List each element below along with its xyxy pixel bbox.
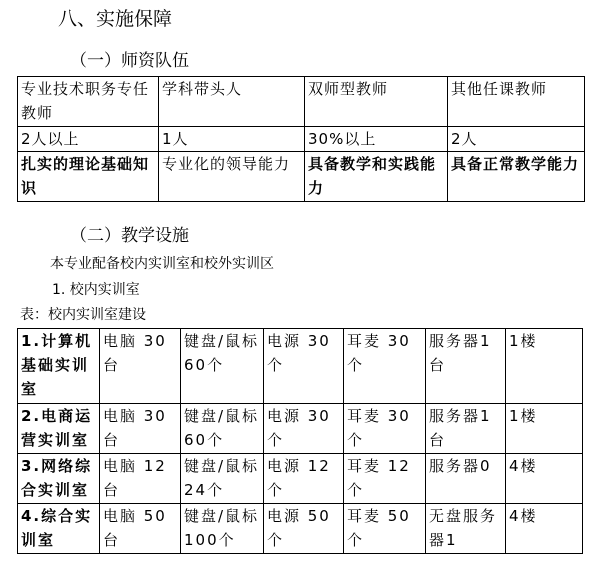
table-cell: 电脑 30台 xyxy=(100,329,181,404)
table-caption: 表：校内实训室建设 xyxy=(20,307,146,323)
subsection-title-facilities: （二）教学设施 xyxy=(70,226,189,246)
table-cell: 服务器0 xyxy=(426,454,506,504)
table-cell: 电源 30个 xyxy=(264,329,344,404)
table-cell: 电脑 30台 xyxy=(100,404,181,454)
table-cell: 电脑 12台 xyxy=(100,454,181,504)
list-item: 1. 校内实训室 xyxy=(52,282,140,298)
table-cell: 键盘/鼠标60个 xyxy=(181,404,264,454)
table-cell: 4.综合实训室 xyxy=(18,504,100,554)
lab-table xyxy=(17,328,583,554)
table-cell: 电源 12个 xyxy=(264,454,344,504)
table-header-cell: 学科带头人 xyxy=(159,77,305,127)
table-cell: 具备正常教学能力 xyxy=(448,152,585,202)
table-row xyxy=(18,504,583,554)
section-title: 八、实施保障 xyxy=(58,8,173,30)
table-cell: 电源 50个 xyxy=(264,504,344,554)
table-row xyxy=(18,454,583,504)
table-header-cell: 其他任课教师 xyxy=(448,77,585,127)
table-cell: 电源 30个 xyxy=(264,404,344,454)
table-header-row xyxy=(18,77,585,127)
table-cell: 键盘/鼠标24个 xyxy=(181,454,264,504)
table-cell: 30%以上 xyxy=(305,127,448,152)
table-cell: 键盘/鼠标60个 xyxy=(181,329,264,404)
table-cell: 电脑 50台 xyxy=(100,504,181,554)
table-header-cell: 双师型教师 xyxy=(305,77,448,127)
table-row xyxy=(18,404,583,454)
table-row xyxy=(18,152,585,202)
table-cell: 4楼 xyxy=(506,454,583,504)
table-cell: 1楼 xyxy=(506,329,583,404)
staff-table xyxy=(17,76,585,202)
intro-paragraph: 本专业配备校内实训室和校外实训区 xyxy=(50,256,274,272)
table-cell: 1楼 xyxy=(506,404,583,454)
table-cell: 耳麦 50个 xyxy=(344,504,426,554)
table-cell: 耳麦 12个 xyxy=(344,454,426,504)
table-cell: 2人以上 xyxy=(18,127,159,152)
table-cell: 耳麦 30个 xyxy=(344,329,426,404)
table-cell: 4楼 xyxy=(506,504,583,554)
table-cell: 服务器1台 xyxy=(426,404,506,454)
table-cell: 1.计算机基础实训室 xyxy=(18,329,100,404)
table-cell: 扎实的理论基础知识 xyxy=(18,152,159,202)
table-cell: 2人 xyxy=(448,127,585,152)
table-cell: 服务器1台 xyxy=(426,329,506,404)
table-cell: 耳麦 30个 xyxy=(344,404,426,454)
table-header-cell: 专业技术职务专任教师 xyxy=(18,77,159,127)
table-cell: 2.电商运营实训室 xyxy=(18,404,100,454)
table-cell: 键盘/鼠标100个 xyxy=(181,504,264,554)
table-row xyxy=(18,329,583,404)
table-row xyxy=(18,127,585,152)
table-cell: 具备教学和实践能力 xyxy=(305,152,448,202)
subsection-title-staff: （一）师资队伍 xyxy=(70,51,189,71)
table-cell: 1人 xyxy=(159,127,305,152)
table-cell: 3.网络综合实训室 xyxy=(18,454,100,504)
table-cell: 无盘服务器1 xyxy=(426,504,506,554)
table-cell: 专业化的领导能力 xyxy=(159,152,305,202)
